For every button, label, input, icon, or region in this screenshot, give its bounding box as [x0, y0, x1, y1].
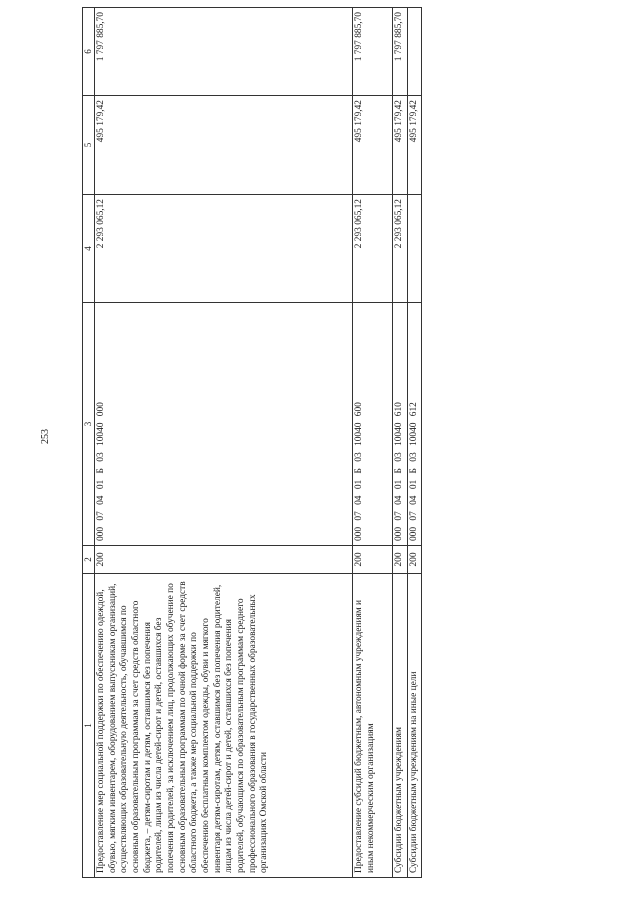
- row-value-5: 495 179,42: [353, 96, 393, 195]
- row-budget-code: 000 07 04 01 Б 03 10040 612: [407, 303, 422, 546]
- rotated-table-area: [82, 12, 470, 878]
- row-value-4: 2 293 065,12: [95, 195, 353, 303]
- row-value-5: 495 179,42: [95, 96, 353, 195]
- row-budget-code: 000 07 04 01 Б 03 10040 610: [393, 303, 408, 546]
- budget-table: [82, 7, 422, 878]
- page-number: 253: [40, 429, 51, 444]
- row-value-5: 495 179,42: [393, 96, 408, 195]
- table-row: [393, 8, 408, 878]
- row-name: Предоставление субсидий бюджетным, автономным учреждениям и иным некоммерческим организациям: [353, 574, 393, 878]
- rotated-table-wrapper: [82, 12, 470, 878]
- row-admin-code: 200: [393, 546, 408, 574]
- header-cell-4: 4: [83, 195, 95, 303]
- row-value-6: 1 797 885,70: [393, 8, 408, 96]
- header-cell-3: 3: [83, 303, 95, 546]
- row-name: Субсидии бюджетным учреждениям: [393, 574, 408, 878]
- row-admin-code: 200: [353, 546, 393, 574]
- row-value-4: [407, 195, 422, 303]
- row-value-5: 495 179,42: [407, 96, 422, 195]
- row-name: Субсидии бюджетным учреждениям на иные цели: [407, 574, 422, 878]
- header-cell-6: 6: [83, 8, 95, 96]
- row-name: Предоставление мер социальной поддержки по обеспечению одеждой, обувью, мягким инвентарем, оборудованием выпускникам организаций, осуществляющих образовательную деятельность, обучавшимся по основным образовательным программам за счет средств областного бюджета, – детям-сиротам и детям, оставшимся без попечения родителей, лицам из числа детей-сирот и детей, оставшихся без попечения родителей, за исключением лиц, продолжающих обучение по основным образовательным программам по очной форме за счет средств областного бюджета, а также мер социальной поддержки по обеспечению бесплатным комплектом одежды, обуви и мягкого инвентаря детям-сиротам, детям, оставшимся без попечения родителей, лицам из числа детей-сирот и детей, оставшихся без попечения родителей, обучающимся по образовательным программам среднего профессионального образования в государственных образовательных организациях Омской области: [95, 574, 353, 878]
- header-cell-5: 5: [83, 96, 95, 195]
- table-row: [95, 8, 353, 878]
- row-budget-code: 000 07 04 01 Б 03 10040 000: [95, 303, 353, 546]
- row-budget-code: 000 07 04 01 Б 03 10040 600: [353, 303, 393, 546]
- row-value-4: 2 293 065,12: [353, 195, 393, 303]
- row-value-6: 1 797 885,70: [353, 8, 393, 96]
- row-value-6: [407, 8, 422, 96]
- row-admin-code: 200: [407, 546, 422, 574]
- header-cell-2: 2: [83, 546, 95, 574]
- table-header-row: [83, 8, 95, 878]
- row-value-4: 2 293 065,12: [393, 195, 408, 303]
- row-admin-code: 200: [95, 546, 353, 574]
- table-row: [407, 8, 422, 878]
- table-row: [353, 8, 393, 878]
- row-value-6: 1 797 885,70: [95, 8, 353, 96]
- header-cell-1: 1: [83, 574, 95, 878]
